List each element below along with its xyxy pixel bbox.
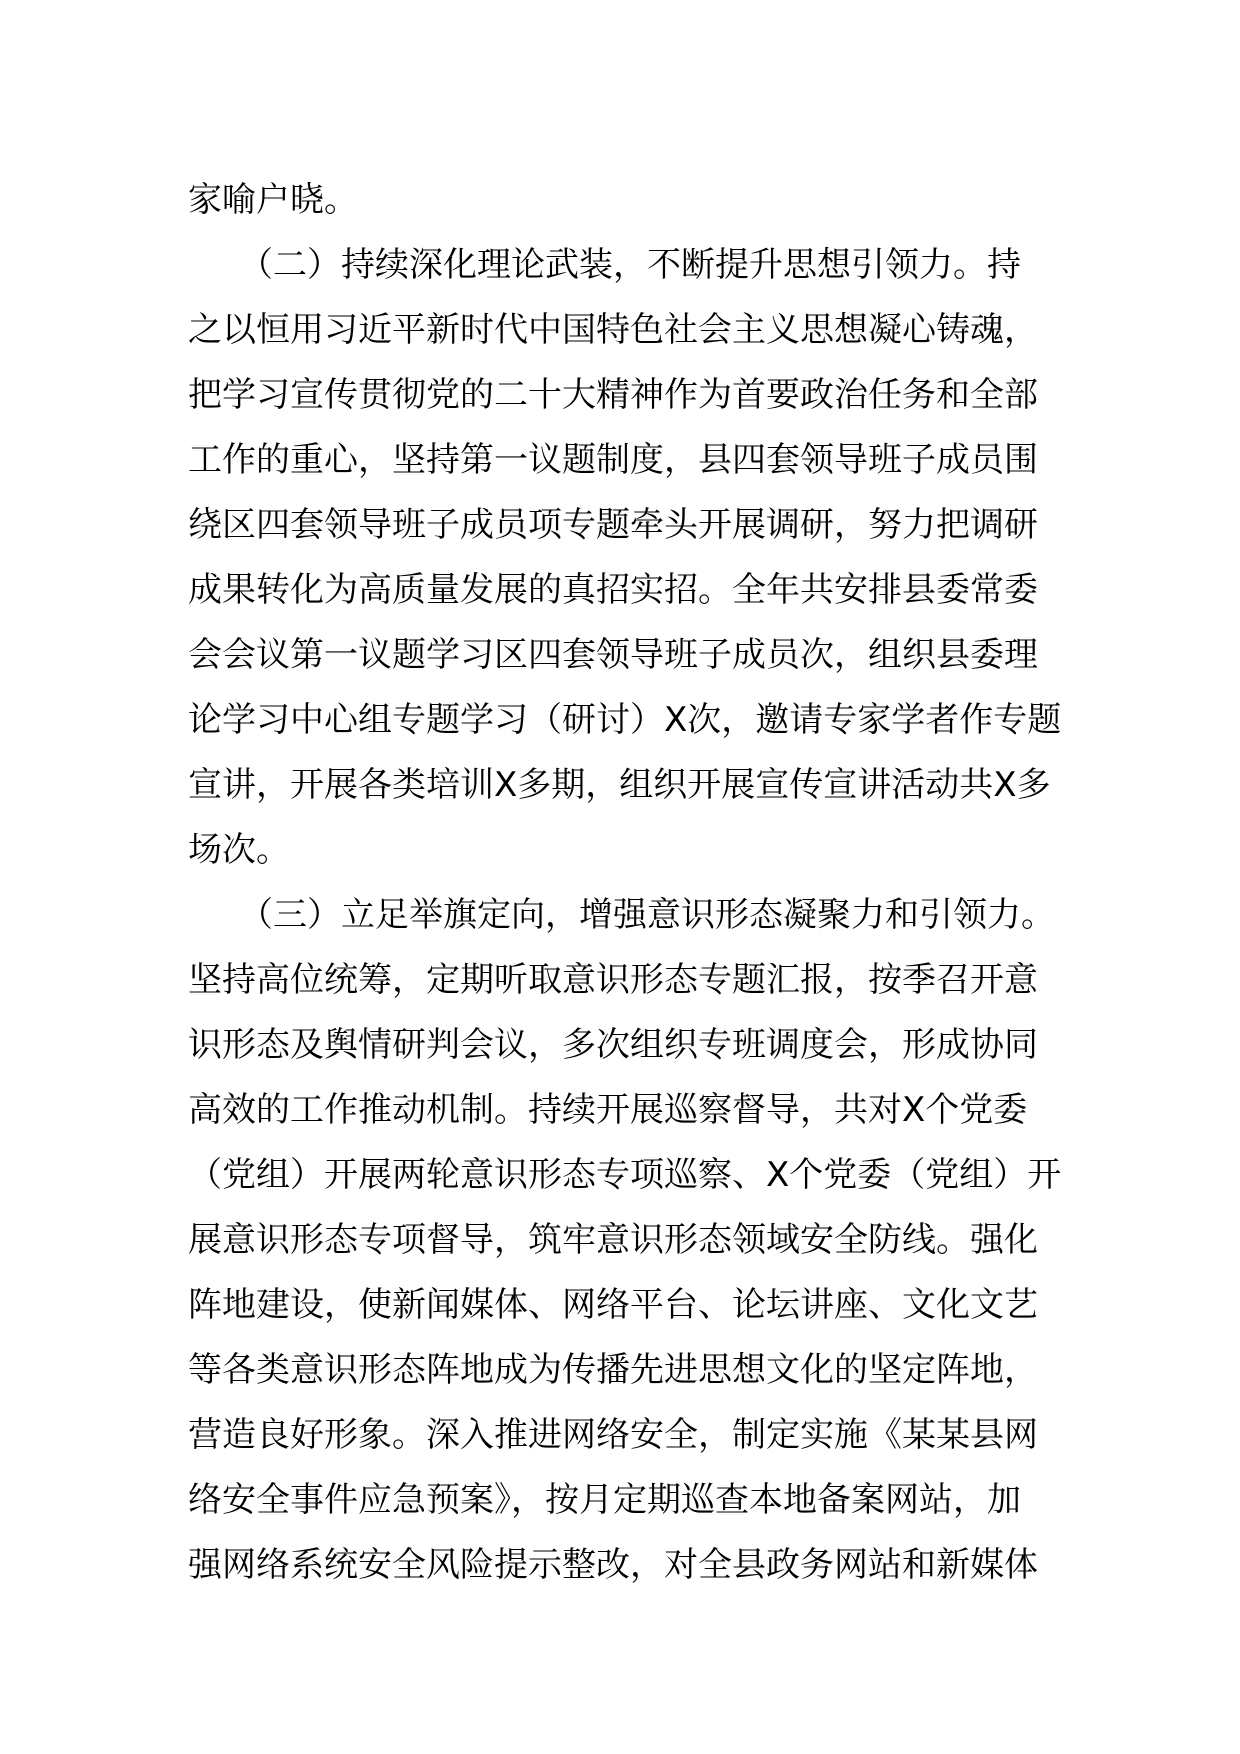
text-line: 营造良好形象。深入推进网络安全，制定实施《某某县网 xyxy=(188,1415,1038,1455)
text-line: 坚持高位统筹，定期听取意识形态专题汇报，按季召开意 xyxy=(188,960,1038,1000)
section-heading-line: （三）立足举旗定向，增强意识形态凝聚力和引领力。 xyxy=(188,895,1055,935)
text-line: 宣讲，开展各类培训X多期，组织开展宣传宣讲活动共X多 xyxy=(188,765,1051,805)
text-line: 绕区四套领导班子成员项专题牵头开展调研，努力把调研 xyxy=(188,505,1038,545)
text-line: 展意识形态专项督导，筑牢意识形态领域安全防线。强化 xyxy=(188,1220,1038,1260)
text-line: 场次。 xyxy=(188,830,290,870)
text-line: 络安全事件应急预案》，按月定期巡查本地备案网站，加 xyxy=(188,1480,1021,1520)
text-line: 家喻户晓。 xyxy=(188,180,358,220)
text-line: 论学习中心组专题学习（研讨）X次，邀请专家学者作专题 xyxy=(188,700,1062,740)
text-line: 等各类意识形态阵地成为传播先进思想文化的坚定阵地， xyxy=(188,1350,1038,1390)
text-line: 识形态及舆情研判会议，多次组织专班调度会，形成协同 xyxy=(188,1025,1038,1065)
text-line: 阵地建设，使新闻媒体、网络平台、论坛讲座、文化文艺 xyxy=(188,1285,1038,1325)
text-line: 把学习宣传贯彻党的二十大精神作为首要政治任务和全部 xyxy=(188,375,1038,415)
text-line: 之以恒用习近平新时代中国特色社会主义思想凝心铸魂， xyxy=(188,310,1038,350)
text-line: 会会议第一议题学习区四套领导班子成员次，组织县委理 xyxy=(188,635,1038,675)
section-heading-line: （二）持续深化理论武装，不断提升思想引领力。持 xyxy=(188,245,1021,285)
text-line: 高效的工作推动机制。持续开展巡察督导，共对X个党委 xyxy=(188,1090,1028,1130)
text-line: 强网络系统安全风险提示整改，对全县政务网站和新媒体 xyxy=(188,1545,1038,1585)
text-line: （党组）开展两轮意识形态专项巡察、X个党委（党组）开 xyxy=(188,1155,1062,1195)
text-line: 成果转化为高质量发展的真招实招。全年共安排县委常委 xyxy=(188,570,1038,610)
document-body xyxy=(188,168,1068,1598)
text-line: 工作的重心，坚持第一议题制度，县四套领导班子成员围 xyxy=(188,440,1038,480)
